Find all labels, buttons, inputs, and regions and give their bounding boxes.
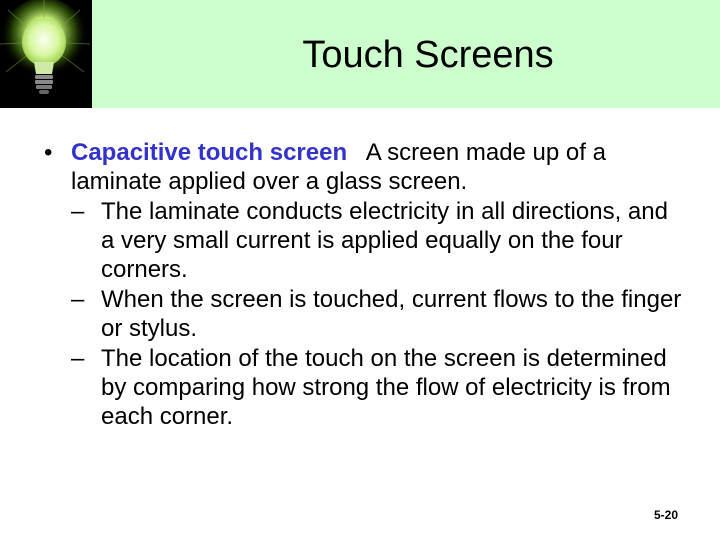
bullet-definition: A screen made up of a laminate applied over a glass screen. — [71, 139, 606, 195]
sub-point-text: The location of the touch on the screen is determined by comparing how strong the flow of electricity is from each corner. — [101, 345, 671, 430]
sub-marker: – — [71, 345, 85, 372]
bullet-point — [44, 138, 684, 196]
bullet-marker: • — [44, 139, 53, 166]
slide-body — [44, 138, 684, 431]
sub-marker: – — [71, 198, 85, 225]
lightbulb-logo — [0, 0, 92, 108]
sub-marker: – — [71, 286, 85, 313]
lightbulb-icon — [0, 0, 92, 108]
sub-point-text: The laminate conducts electricity in all directions, and a very small current is applied equally on the four corners. — [101, 198, 668, 283]
title-band — [92, 0, 720, 108]
page-number: 5-20 — [653, 508, 678, 522]
slide-title: Touch Screens — [302, 34, 554, 76]
sub-point-text: When the screen is touched, current flows to the finger or stylus. — [101, 286, 682, 342]
bullet-term: Capacitive touch screen — [71, 139, 348, 166]
sub-point — [44, 285, 684, 343]
sub-point — [44, 197, 684, 284]
sub-point — [44, 344, 684, 431]
